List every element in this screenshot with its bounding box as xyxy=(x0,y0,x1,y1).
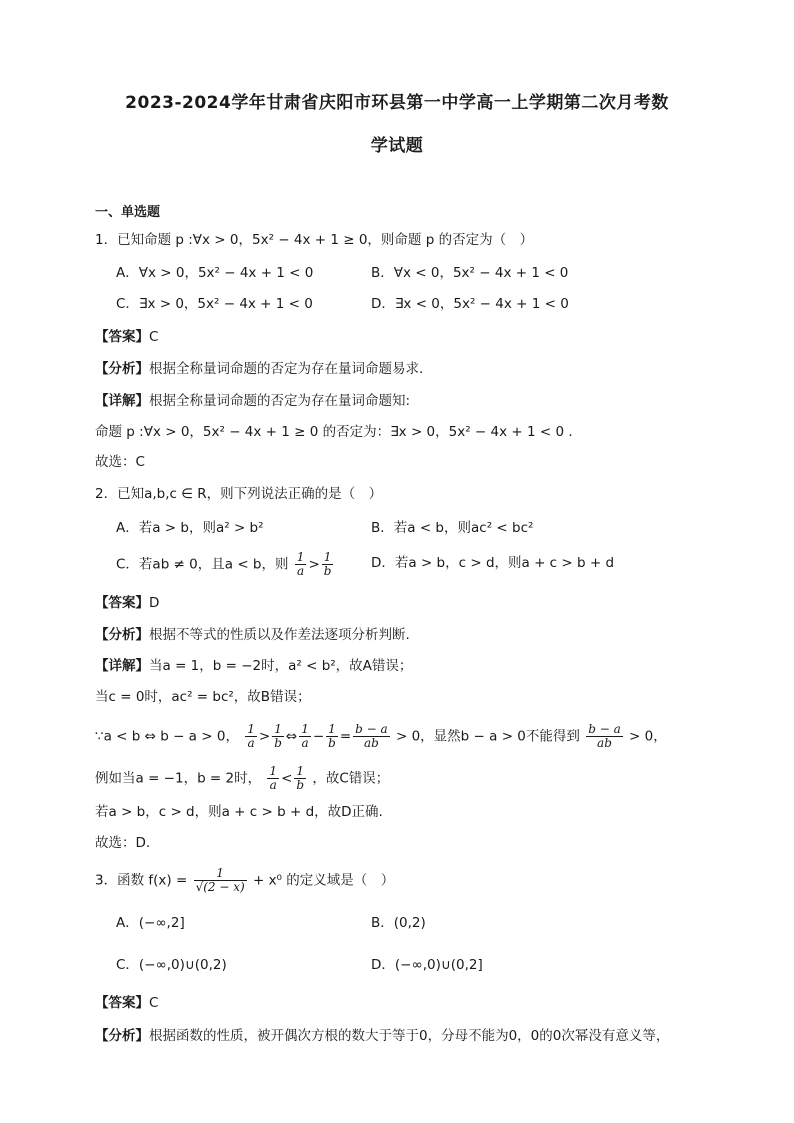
q1-option-b: B．∀x < 0，5x² − 4x + 1 < 0 xyxy=(371,265,569,281)
q2-line4-text-1: 例如当a = −1，b = 2时， xyxy=(95,770,262,787)
q2-line3-text-1: ∵a < b ⇔ b − a > 0， xyxy=(95,728,239,745)
q3-option-b: B．(0,2) xyxy=(371,915,426,931)
analysis-tag: 【分析】 xyxy=(95,361,149,377)
detail-tag: 【详解】 xyxy=(95,658,149,674)
answer-tag: 【答案】 xyxy=(95,329,149,345)
page-title-line1: 2023-2024学年甘肃省庆阳市环县第一中学高一上学期第二次月考数 xyxy=(125,93,669,113)
q3-analysis xyxy=(95,1026,669,1046)
q1-option-a: A．∀x > 0，5x² − 4x + 1 < 0 xyxy=(116,265,314,281)
q2-line3-text-2: > 0，显然b − a > 0不能得到 xyxy=(395,728,580,745)
fraction-b-minus-a-over-ab: $\frac{b - a}{ab}$ xyxy=(588,722,621,750)
q3-answer xyxy=(95,993,158,1013)
q1-stem: 1．已知命题 p :∀x > 0，5x² − 4x + 1 ≥ 0，则命题 p 的否定为（ ） xyxy=(95,232,534,248)
q2-detail-line5: 若a > b，c > d，则a + c > b + d，故D正确. xyxy=(95,804,383,820)
analysis-text: 根据不等式的性质以及作差法逐项分析判断. xyxy=(149,627,410,643)
q2-detail-line2: 当c = 0时，ac² = bc²，故B错误； xyxy=(95,689,311,705)
q3-stem-text-2: + x⁰ 的定义域是（ ） xyxy=(252,872,395,889)
q2-line3-text-3: > 0， xyxy=(629,728,667,745)
q1-choose: 故选：C xyxy=(95,454,145,470)
q3-stem xyxy=(95,867,394,894)
q1-option-d: D．∃x < 0，5x² − 4x + 1 < 0 xyxy=(371,296,569,312)
q3-option-a: A．(−∞,2] xyxy=(116,915,185,931)
fraction-1-over-a: $\frac{1}{a}$ xyxy=(269,764,278,792)
analysis-text: 根据全称量词命题的否定为存在量词命题易求. xyxy=(149,361,424,377)
q2-option-c: C．若ab ≠ 0，且a < b，则 $\frac{1}{a}$ > $\frac{1}{b}$ xyxy=(116,550,332,578)
page-title-line2: 学试题 xyxy=(370,136,424,156)
fraction-1-over-b: $\frac{1}{b}$ xyxy=(323,550,332,578)
q3-option-d: D．(−∞,0)∪(0,2] xyxy=(371,957,483,973)
answer-tag: 【答案】 xyxy=(95,995,149,1011)
q1-detail xyxy=(95,391,410,411)
answer-value: C xyxy=(149,995,159,1011)
analysis-text: 根据函数的性质，被开偶次方根的数大于等于0，分母不能为0，0的0次幂没有意义等， xyxy=(149,1028,670,1044)
q2-option-a: A．若a > b，则a² > b² xyxy=(116,520,264,536)
q3-stem-text-1: 3．函数 f(x) = xyxy=(95,872,188,889)
q2-detail xyxy=(95,656,412,676)
detail-text: 根据全称量词命题的否定为存在量词命题知: xyxy=(149,393,411,409)
q2-option-d: D．若a > b，c > d，则a + c > b + d xyxy=(371,555,615,571)
fraction-1-over-b: $\frac{1}{b}$ xyxy=(296,764,305,792)
fraction-1-over-a: $\frac{1}{a}$ xyxy=(247,722,255,750)
q1-option-c: C．∃x > 0，5x² − 4x + 1 < 0 xyxy=(116,296,313,312)
q2-detail-line4: 例如当a = −1，b = 2时， $\frac{1}{a}$ < $\frac{1}{b}$ ，故C错误； xyxy=(95,764,390,792)
section-heading: 一、单选题 xyxy=(95,205,161,220)
q2-stem: 2．已知a,b,c ∈ R，则下列说法正确的是（ ） xyxy=(95,486,383,502)
detail-tag: 【详解】 xyxy=(95,393,149,409)
q1-analysis xyxy=(95,359,423,379)
answer-tag: 【答案】 xyxy=(95,595,149,611)
detail-text: 当a = 1，b = −2时，a² < b²，故A错误； xyxy=(149,658,413,674)
q2-line4-text-2: ，故C错误； xyxy=(312,770,390,787)
q2-choose: 故选：D. xyxy=(95,835,151,851)
fraction-b-minus-a-over-ab: $\frac{b - a}{ab}$ xyxy=(355,722,388,750)
fraction-1-over-a: $\frac{1}{a}$ xyxy=(296,550,305,578)
q3-option-c: C．(−∞,0)∪(0,2) xyxy=(116,957,227,973)
answer-value: C xyxy=(149,329,159,345)
fraction-1-over-a: $\frac{1}{a}$ xyxy=(301,722,309,750)
fraction-1-over-b: $\frac{1}{b}$ xyxy=(328,722,336,750)
analysis-tag: 【分析】 xyxy=(95,1028,149,1044)
q2-analysis xyxy=(95,625,410,645)
q2-option-c-text: C．若ab ≠ 0，且a < b，则 xyxy=(116,556,289,573)
q2-option-b: B．若a < b，则ac² < bc² xyxy=(371,520,534,536)
fraction-1-over-sqrt-2-minus-x: $\frac{1}{√(2 - x)}$ xyxy=(195,866,245,894)
fraction-1-over-b: $\frac{1}{b}$ xyxy=(274,722,282,750)
q1-detail-line2: 命题 p :∀x > 0，5x² − 4x + 1 ≥ 0 的否定为：∃x > 0，5x² − 4x + 1 < 0 . xyxy=(95,424,573,440)
q2-detail-line3: ∵a < b ⇔ b − a > 0， $\frac{1}{a}$ > $\frac{1}{b}$ ⇔ $\frac{1}{a}$ − $\frac{1}{b}$ = $\frac{b - a}{ab}$ > 0，显然b − a > 0不能得到 $\frac{b - a}{ab}$ > 0， xyxy=(95,722,667,750)
analysis-tag: 【分析】 xyxy=(95,627,149,643)
q1-answer xyxy=(95,327,158,347)
q2-answer xyxy=(95,593,159,613)
answer-value: D xyxy=(149,595,160,611)
